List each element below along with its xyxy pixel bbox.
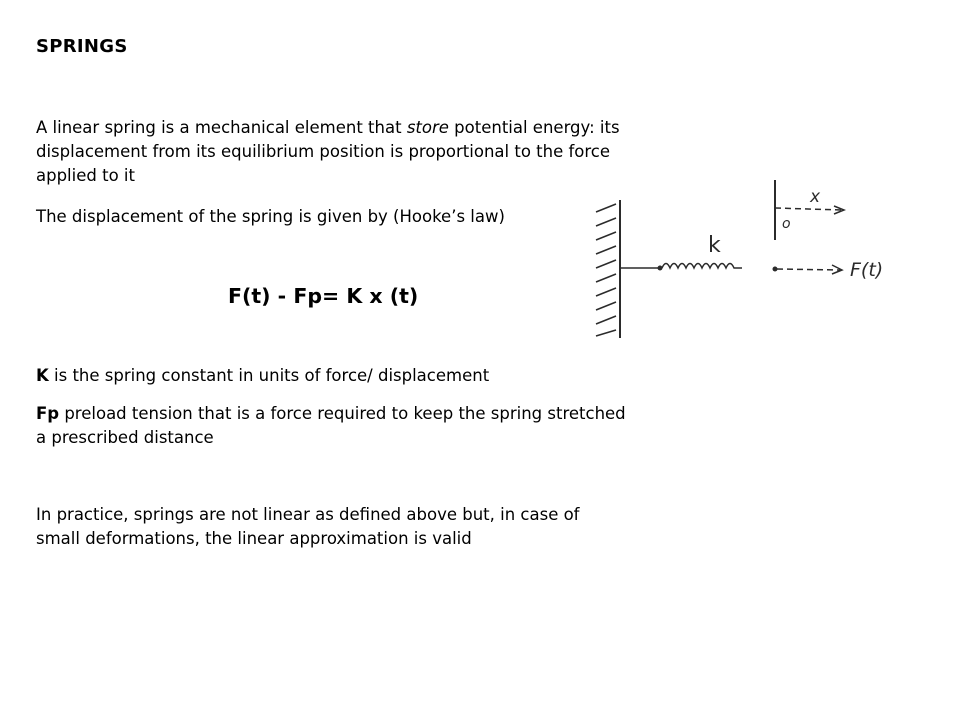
left-node — [658, 266, 663, 271]
spring-constant-text: is the spring constant in units of force/ displacement — [48, 366, 490, 385]
spring-constant-term: K — [36, 366, 49, 385]
x-axis-label: x — [810, 187, 821, 207]
spring-coil — [662, 264, 742, 269]
spring-constant-label: k — [708, 233, 721, 258]
preload-paragraph — [36, 402, 626, 450]
definition-text-end: potential energy: its displacement from its equilibrium position is proportional to the force applied to it — [36, 118, 620, 185]
force-label: F(t) — [850, 259, 884, 281]
hookes-law-intro: The displacement of the spring is given by (Hooke’s law) — [36, 207, 505, 226]
x-axis-arrow-line — [775, 208, 842, 210]
preload-text: preload tension that is a force required to keep the spring stretched a prescribed distance — [36, 404, 626, 447]
spring-constant-paragraph — [36, 364, 626, 388]
approximation-paragraph: In practice, springs are not linear as defined above but, in case of small deformations, the linear approximation is valid — [36, 505, 580, 548]
preload-term: Fp — [36, 404, 60, 423]
definition-paragraph — [36, 116, 626, 188]
hookes-law-equation: F(t) - Fp= K x (t) — [228, 284, 419, 308]
right-node — [773, 267, 778, 272]
slide-title: SPRINGS — [36, 36, 128, 57]
force-arrow-line — [777, 269, 840, 270]
definition-emphasis: store — [406, 118, 449, 137]
wall-hatching — [596, 204, 616, 336]
origin-label: o — [782, 216, 791, 232]
definition-text-start: A linear spring is a mechanical element that — [36, 118, 407, 137]
spring-diagram — [570, 160, 930, 360]
